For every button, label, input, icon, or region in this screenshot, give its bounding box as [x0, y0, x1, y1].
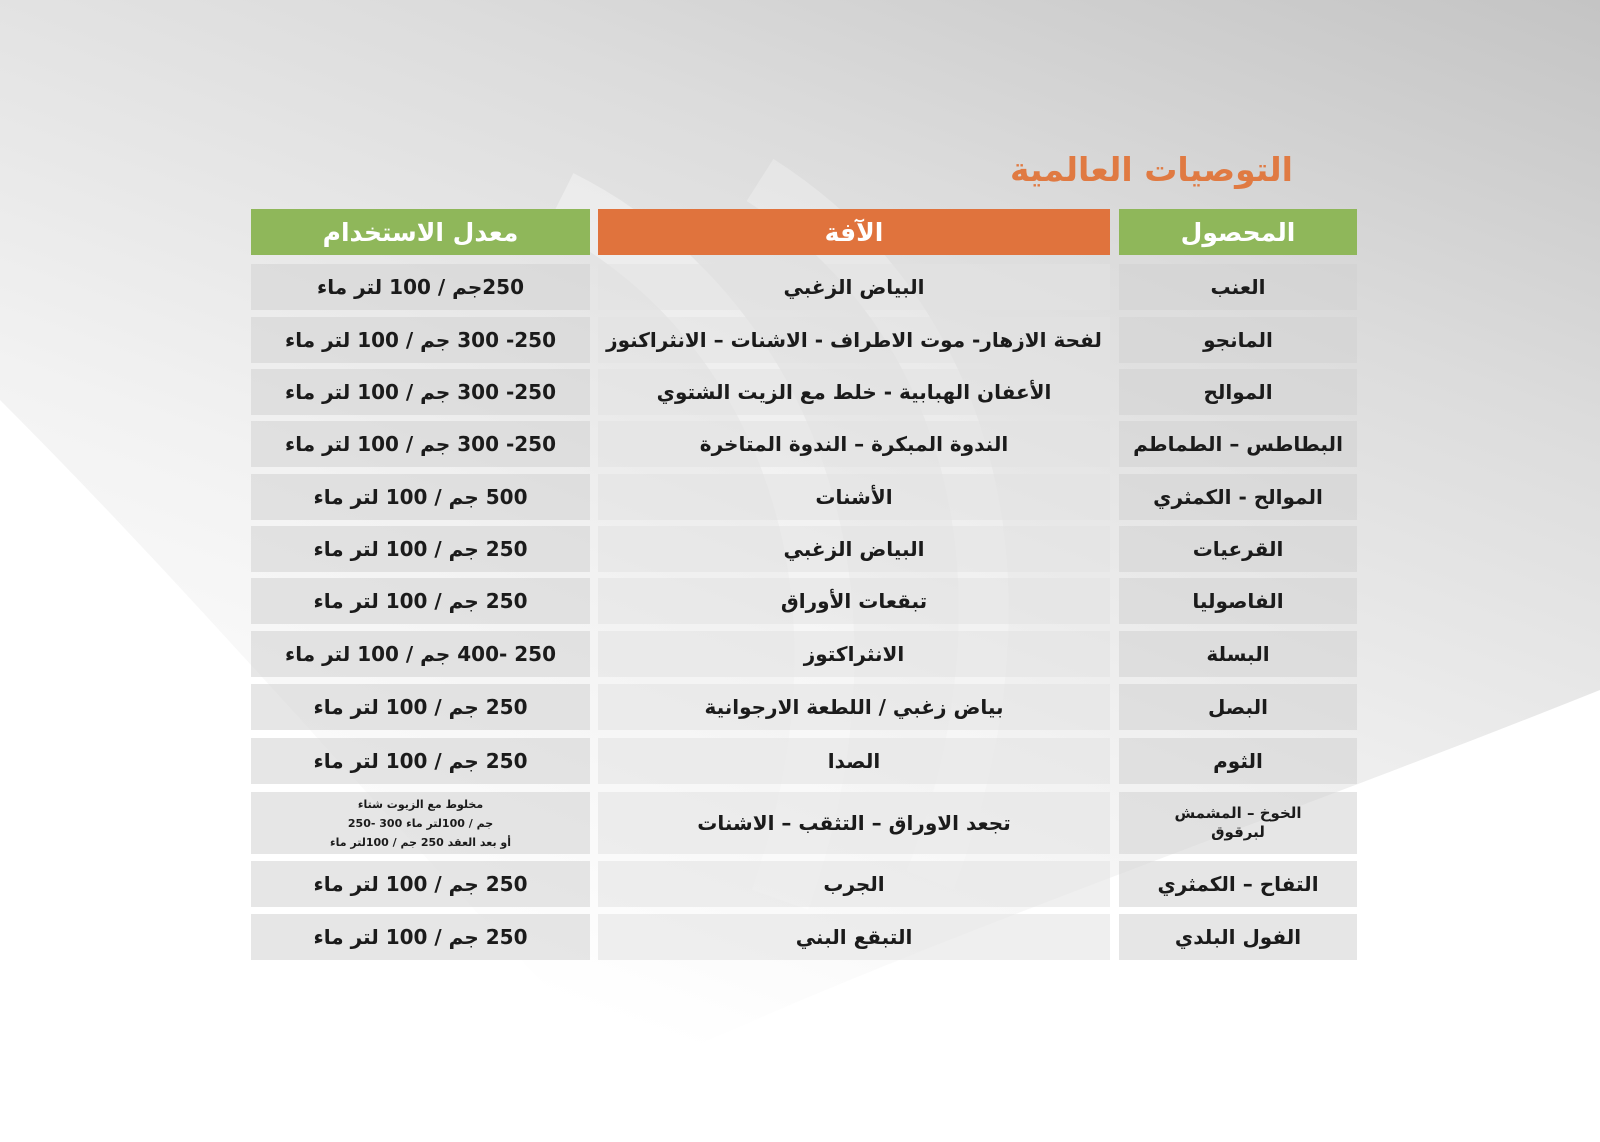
cell-pest: تجعد الاوراق – التثقب – الاشنات — [598, 792, 1110, 854]
cell-crop: البسلة — [1119, 631, 1357, 677]
cell-pest: التبقع البني — [598, 914, 1110, 960]
header-rate: معدل الاستخدام — [251, 209, 590, 255]
cell-pest: تبقعات الأوراق — [598, 578, 1110, 624]
header-pest: الآفة — [598, 209, 1110, 255]
cell-pest: الجرب — [598, 861, 1110, 907]
cell-crop: الفاصوليا — [1119, 578, 1357, 624]
cell-rate: 250- 300 جم / 100 لتر ماء — [251, 369, 590, 415]
cell-crop: البصل — [1119, 684, 1357, 730]
cell-pest: الأشنات — [598, 474, 1110, 520]
cell-rate: 250 جم / 100 لتر ماء — [251, 578, 590, 624]
cell-rate: 250 جم / 100 لتر ماء — [251, 738, 590, 784]
cell-rate-line: أو بعد العقد 250 جم / 100لتر ماء — [329, 835, 512, 849]
cell-pest: الصدا — [598, 738, 1110, 784]
cell-crop-line: لبرقوق — [1211, 823, 1265, 841]
cell-rate: 500 جم / 100 لتر ماء — [251, 474, 590, 520]
cell-crop: الموالح - الكمثري — [1119, 474, 1357, 520]
cell-crop: البطاطس – الطماطم — [1119, 421, 1357, 467]
cell-pest: لفحة الازهار- موت الاطراف - الاشنات – الانثراكنوز — [598, 317, 1110, 363]
cell-crop — [1119, 792, 1357, 854]
cell-crop-line: الخوخ – المشمش — [1174, 804, 1302, 822]
cell-pest: البياض الزغبي — [598, 526, 1110, 572]
cell-rate: 250 جم / 100 لتر ماء — [251, 526, 590, 572]
cell-pest: بياض زغبي / اللطعة الارجوانية — [598, 684, 1110, 730]
cell-pest: الانثراكتوز — [598, 631, 1110, 677]
cell-pest: الأعفان الهبابية - خلط مع الزيت الشتوي — [598, 369, 1110, 415]
cell-crop: الثوم — [1119, 738, 1357, 784]
cell-crop: الموالح — [1119, 369, 1357, 415]
cell-crop: المانجو — [1119, 317, 1357, 363]
page-title: التوصيات العالمية — [1010, 150, 1293, 189]
cell-rate: 250 جم / 100 لتر ماء — [251, 914, 590, 960]
header-crop: المحصول — [1119, 209, 1357, 255]
cell-rate-line: جم / 100لتر ماء 300 -250 — [347, 816, 494, 830]
cell-rate: 250- 300 جم / 100 لتر ماء — [251, 317, 590, 363]
cell-pest: البياض الزغبي — [598, 264, 1110, 310]
cell-crop: العنب — [1119, 264, 1357, 310]
cell-rate: 250 جم / 100 لتر ماء — [251, 684, 590, 730]
cell-rate: 250 -400 جم / 100 لتر ماء — [251, 631, 590, 677]
cell-pest: الندوة المبكرة – الندوة المتاخرة — [598, 421, 1110, 467]
cell-crop: القرعيات — [1119, 526, 1357, 572]
cell-rate-line: مخلوط مع الزيوت شتاء — [357, 797, 484, 811]
cell-rate: 250- 300 جم / 100 لتر ماء — [251, 421, 590, 467]
cell-rate — [251, 792, 590, 854]
cell-crop: الفول البلدي — [1119, 914, 1357, 960]
cell-rate: 250 جم / 100 لتر ماء — [251, 861, 590, 907]
cell-rate: 250جم / 100 لتر ماء — [251, 264, 590, 310]
cell-crop: التفاح – الكمثري — [1119, 861, 1357, 907]
